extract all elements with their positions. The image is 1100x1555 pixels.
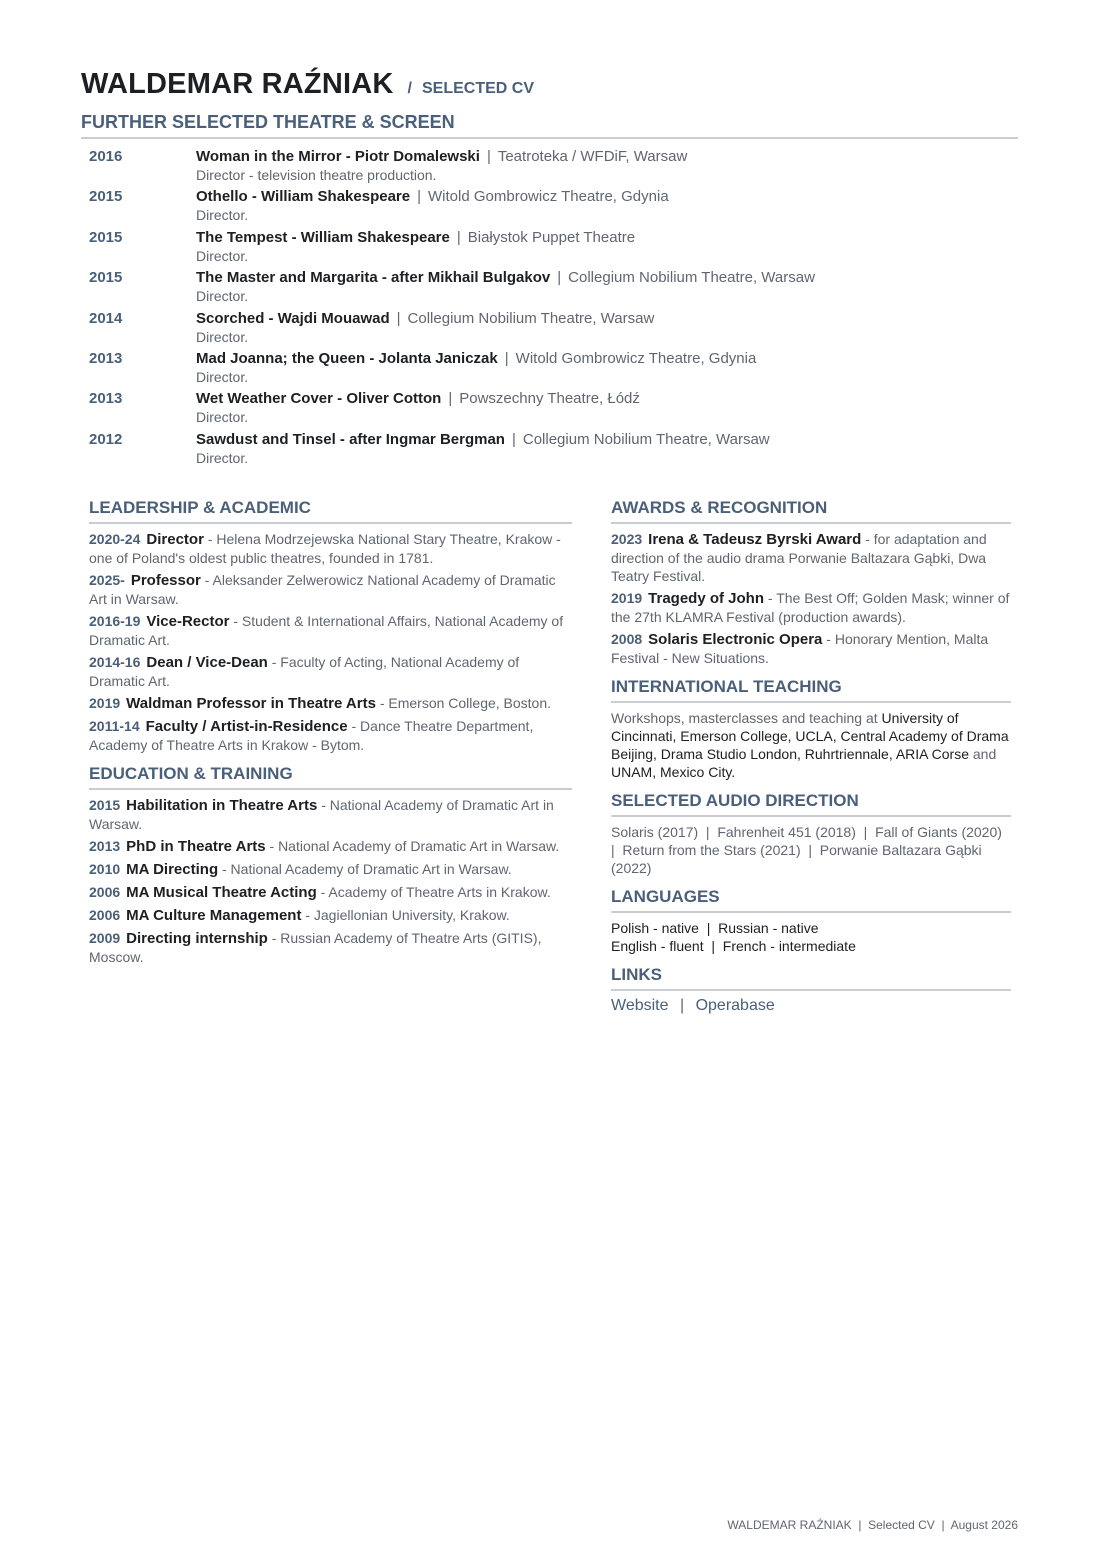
leadership-item: 2011-14 Faculty / Artist-in-Residence - Dance Theatre Department, Academy of Theatre Arts in Krakow - Bytom. [89,718,534,753]
theatre-item-role: Director. [196,449,249,466]
awards-title: AWARDS & RECOGNITION [611,498,828,517]
theatre-item: 2016 Woman in the Mirror - Piotr Domalewski | Teatroteka / WFDiF, Warsaw Director - television theatre production. [89,148,688,183]
header [81,68,534,101]
teaching-title: INTERNATIONAL TEACHING [611,677,842,696]
theatre-item: 2015 Othello - William Shakespeare | Witold Gombrowicz Theatre, Gdynia Director. [89,188,669,224]
theatre-item-year: 2012 [89,430,123,448]
leadership-divider [89,522,572,524]
theatre-section-divider [81,137,1018,139]
education-item: 2006 MA Musical Theatre Acting - Academy of Theatre Arts in Krakow. [89,884,551,901]
links-separator: | [679,997,685,1014]
teaching-text: Workshops, masterclasses and teaching at University of Cincinnati, Emerson College, UCLA, Central Academy of Drama Beijing, Drama Studio London, Ruhrtriennale, ARIA Corse and UNAM, Mexico City. [611,710,1009,780]
theatre-item-title: Othello - William Shakespeare [196,188,411,206]
award-item: 2019 Tragedy of John - The Best Off; Golden Mask; winner of the 27th KLAMRA Festival (production awards). [611,590,1010,625]
education-item: 2009 Directing internship - Russian Academy of Theatre Arts (GITIS), Moscow. [89,930,542,965]
links-divider [611,989,1011,991]
theatre-item-role: Director. [196,207,249,224]
links-title: LINKS [611,965,662,984]
theatre-item-year: 2015 [89,228,123,246]
languages-line-2: English - fluent | French - intermediate [611,938,856,954]
theatre-item-title: Woman in the Mirror - Piotr Domalewski [196,148,480,165]
languages-line-1: Polish - native | Russian - native [611,920,819,936]
theatre-item-venue: Teatroteka / WFDiF, Warsaw [497,148,688,165]
theatre-item-role: Director - television theatre production. [196,167,437,183]
leadership-item: 2025- Professor - Aleksander Zelwerowicz National Academy of Dramatic Art in Warsaw. [89,572,556,607]
education-divider [89,788,572,790]
audio-divider [611,815,1011,817]
theatre-item: 2013 Wet Weather Cover - Oliver Cotton | Powszechny Theatre, Łódź Director. [89,390,640,426]
theatre-item-venue: Powszechny Theatre, Łódź [459,390,640,408]
theatre-item-year: 2013 [89,349,123,367]
theatre-item: 2014 Scorched - Wajdi Mouawad | Collegium Nobilium Theatre, Warsaw Director. [89,309,655,345]
left-column [89,498,572,976]
teaching-section [611,677,1011,781]
education-item: 2013 PhD in Theatre Arts - National Academy of Dramatic Art in Warsaw. [89,838,560,855]
languages-title: LANGUAGES [611,887,720,906]
theatre-item-role: Director. [196,247,249,264]
theatre-item-venue: Witold Gombrowicz Theatre, Gdynia [428,188,669,206]
education-item: 2015 Habilitation in Theatre Arts - National Academy of Dramatic Art in Warsaw. [89,797,554,832]
theatre-item-title: Mad Joanna; the Queen - Jolanta Janiczak [196,349,498,367]
languages-divider [611,911,1011,913]
operabase-link[interactable]: Operabase [695,997,775,1014]
theatre-item-venue: Collegium Nobilium Theatre, Warsaw [568,269,815,287]
award-item: 2023 Irena & Tadeusz Byrski Award - for adaptation and direction of the audio drama Porwanie Baltazara Gąbki, Dwa Teatry Festival. [611,531,987,584]
website-link[interactable]: Website [611,997,669,1014]
theatre-item: 2015 The Master and Margarita - after Mikhail Bulgakov | Collegium Nobilium Theatre, Warsaw Director. [89,269,815,305]
audio-title: SELECTED AUDIO DIRECTION [611,791,859,810]
theatre-item-year: 2014 [89,309,123,327]
awards-section [611,498,1011,667]
theatre-item-venue: Collegium Nobilium Theatre, Warsaw [407,309,655,327]
education-section [89,764,572,966]
leadership-section [89,498,572,754]
theatre-item: 2013 Mad Joanna; the Queen - Jolanta Janiczak | Witold Gombrowicz Theatre, Gdynia Director. [89,349,757,385]
teaching-divider [611,701,1011,703]
audio-list: Solaris (2017) | Fahrenheit 451 (2018) | Fall of Giants (2020) | Return from the Stars (2021) | Porwanie Baltazara Gąbki (2022) [611,824,1010,876]
theatre-section-title: FURTHER SELECTED THEATRE & SCREEN [81,112,455,132]
theatre-item-role: Director. [196,368,249,385]
theatre-item: 2015 The Tempest - William Shakespeare | Białystok Puppet Theatre Director. [89,228,636,264]
theatre-item-title: Sawdust and Tinsel - after Ingmar Bergman [196,430,505,448]
person-name: WALDEMAR RAŹNIAK [81,68,394,100]
theatre-item-year: 2015 [89,188,123,206]
theatre-item-title: Scorched - Wajdi Mouawad [196,309,390,327]
links-row [611,997,1011,1015]
leadership-item: 2020-24 Director - Helena Modrzejewska National Stary Theatre, Krakow - one of Poland's oldest public theatres, founded in 1781. [89,531,561,566]
education-item: 2010 MA Directing - National Academy of Dramatic Art in Warsaw. [89,861,512,878]
education-title: EDUCATION & TRAINING [89,764,293,783]
theatre-item-role: Director. [196,409,249,426]
links-section [611,965,1011,1015]
page-footer: WALDEMAR RAŹNIAK | Selected CV | August 2026 [727,1518,1018,1532]
theatre-item-venue: Collegium Nobilium Theatre, Warsaw [522,430,770,448]
education-item: 2006 MA Culture Management - Jagiellonian University, Krakow. [89,907,510,924]
theatre-item-venue: Witold Gombrowicz Theatre, Gdynia [515,349,757,367]
leadership-item: 2019 Waldman Professor in Theatre Arts - Emerson College, Boston. [89,695,552,712]
leadership-item: 2016-19 Vice-Rector - Student & International Affairs, National Academy of Dramatic Art. [89,613,564,648]
header-subtitle: SELECTED CV [421,80,534,97]
theatre-item-year: 2013 [89,390,123,408]
header-separator: / [407,80,412,97]
theatre-list [89,148,1009,471]
theatre-item-title: Wet Weather Cover - Oliver Cotton [196,390,442,408]
theatre-item-venue: Białystok Puppet Theatre [467,228,636,246]
audio-section [611,791,1011,877]
theatre-item-year: 2015 [89,269,123,287]
theatre-item-title: The Tempest - William Shakespeare [196,228,450,246]
theatre-item: 2012 Sawdust and Tinsel - after Ingmar Bergman | Collegium Nobilium Theatre, Warsaw Director. [89,430,770,466]
awards-divider [611,522,1011,524]
theatre-item-role: Director. [196,288,249,305]
languages-section [611,887,1011,955]
leadership-item: 2014-16 Dean / Vice-Dean - Faculty of Acting, National Academy of Dramatic Art. [89,654,520,689]
award-item: 2008 Solaris Electronic Opera - Honorary Mention, Malta Festival - New Situations. [611,631,989,666]
right-column [611,498,1011,1025]
theatre-item-year: 2016 [89,148,123,165]
theatre-item-title: The Master and Margarita - after Mikhail Bulgakov [196,269,551,287]
theatre-item-role: Director. [196,328,249,345]
leadership-title: LEADERSHIP & ACADEMIC [89,498,311,517]
